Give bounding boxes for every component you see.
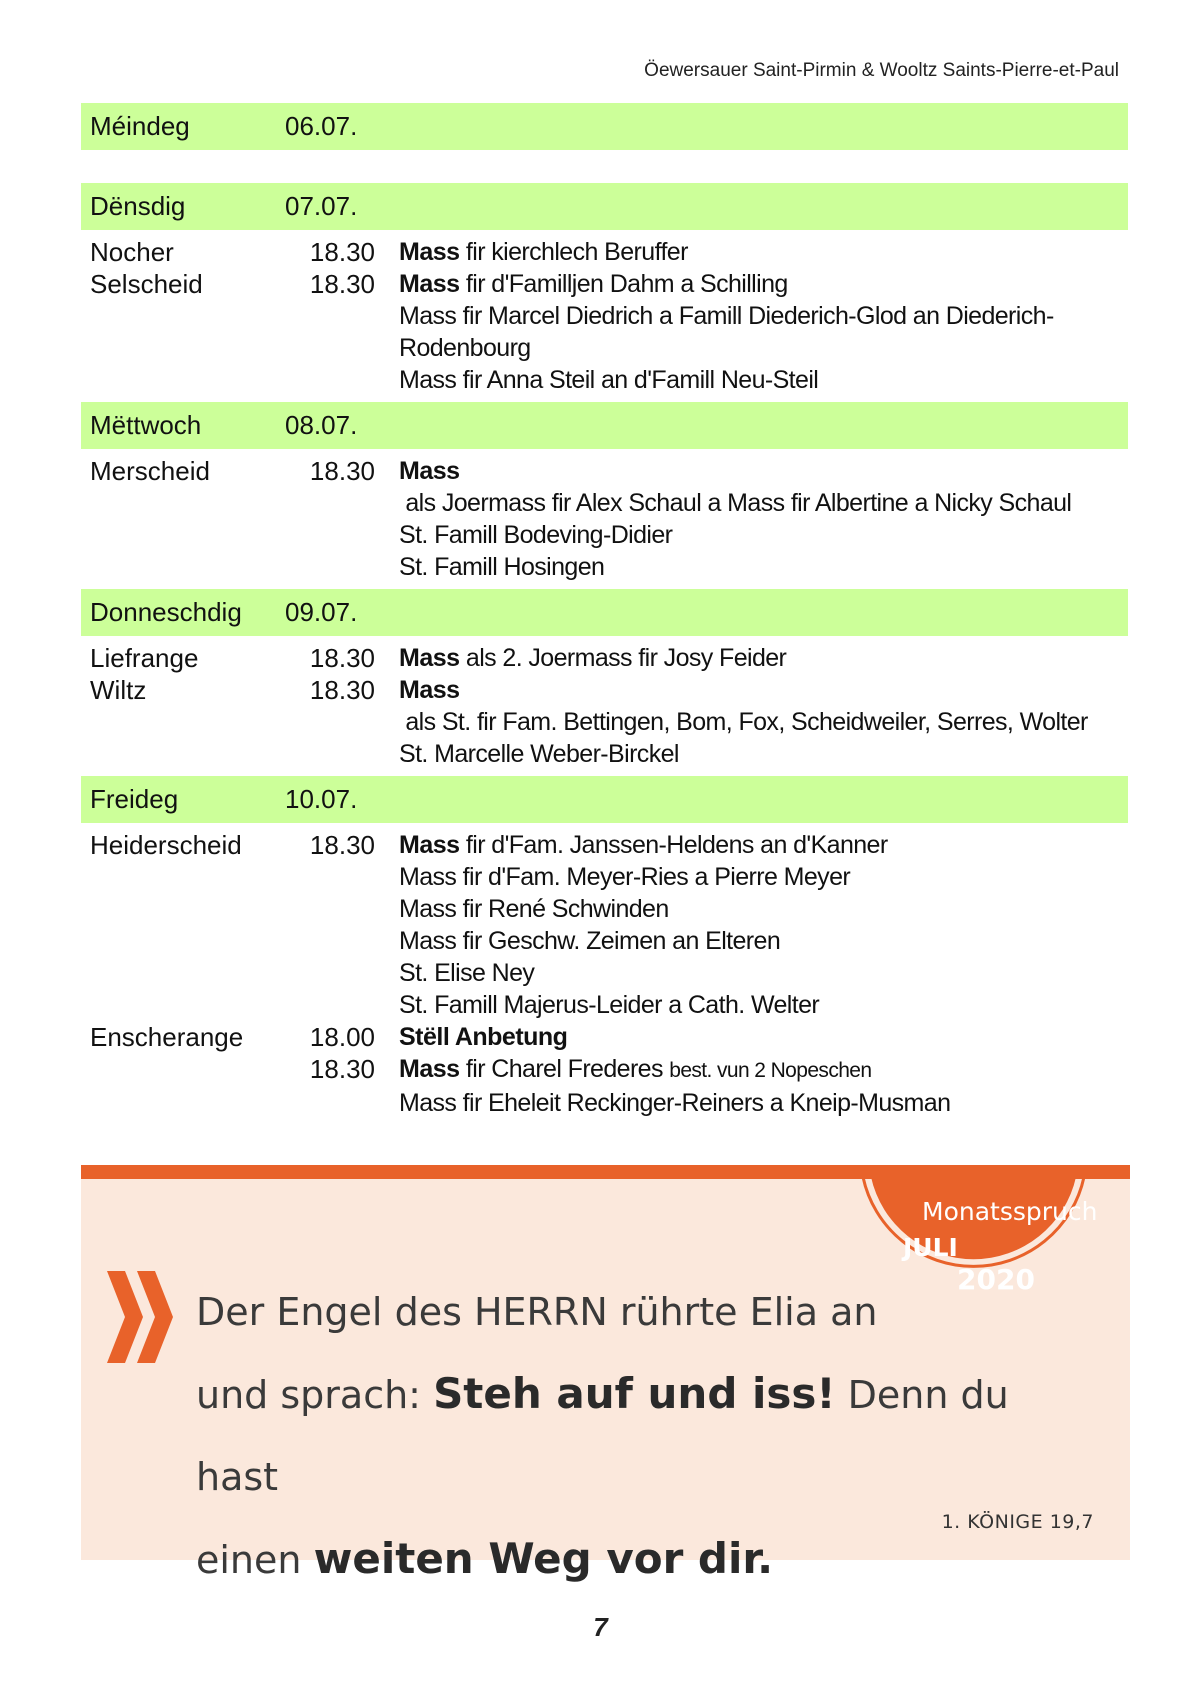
mass-time	[285, 364, 375, 396]
mass-type: Mass	[399, 270, 460, 298]
day-entries	[81, 449, 1128, 589]
mass-intention: als St. fir Fam. Bettingen, Bom, Fox, Scheidweiler, Serres, Wolter	[399, 708, 1088, 736]
day-header	[81, 402, 1128, 449]
schedule-line	[81, 957, 1128, 989]
mass-intention: fir Charel Frederes	[459, 1055, 670, 1083]
place-name	[81, 519, 285, 551]
verse-line-3b: weiten Weg vor dir.	[313, 1534, 774, 1583]
place-name	[81, 332, 285, 364]
mass-description	[375, 364, 1128, 396]
mass-intention: Mass fir Anna Steil an d'Famill Neu-Steil	[399, 366, 819, 394]
schedule-line	[81, 332, 1128, 364]
badge-month: JULI	[903, 1233, 958, 1262]
schedule-line	[81, 642, 1128, 674]
mass-intention: als Joermass fir Alex Schaul a Mass fir Albertine a Nicky Schaul	[399, 489, 1072, 517]
mass-description	[375, 893, 1128, 925]
mass-description	[375, 957, 1128, 989]
mass-intention: als 2. Joermass fir Josy Feider	[459, 644, 787, 672]
mass-time	[285, 519, 375, 551]
monthly-verse-banner	[81, 1165, 1130, 1583]
schedule-line	[81, 1087, 1128, 1119]
mass-time: 18.30	[309, 830, 375, 860]
badge-title: Monatsspruch	[922, 1197, 1098, 1226]
place-name	[81, 300, 285, 332]
place-name	[81, 1053, 285, 1087]
mass-time	[285, 861, 375, 893]
place-name	[81, 1087, 285, 1119]
day-header	[81, 103, 1128, 150]
mass-description	[375, 236, 1128, 268]
mass-time	[285, 925, 375, 957]
place-name	[81, 364, 285, 396]
place-name	[81, 925, 285, 957]
mass-time: 18.30	[309, 1054, 375, 1084]
schedule-line	[81, 893, 1128, 925]
schedule-line	[81, 236, 1128, 268]
mass-time	[285, 1087, 375, 1119]
place-name: Wiltz	[90, 675, 147, 705]
mass-intention: St. Elise Ney	[399, 959, 535, 987]
day-name: Méindeg	[90, 111, 190, 141]
place-name: Nocher	[90, 237, 174, 267]
schedule-line	[81, 455, 1128, 519]
place-name	[81, 989, 285, 1021]
verse-line-2b: Steh auf und iss!	[433, 1369, 836, 1418]
mass-description	[375, 551, 1128, 583]
schedule-line	[81, 829, 1128, 861]
schedule-line	[81, 925, 1128, 957]
verse-line-1: Der Engel des HERRN rührte Elia an	[196, 1290, 878, 1334]
day-date: 08.07.	[285, 410, 358, 440]
mass-description	[375, 519, 1128, 551]
mass-description	[375, 1053, 1128, 1087]
schedule-line	[81, 1053, 1128, 1087]
mass-time	[285, 989, 375, 1021]
mass-type: Mass	[399, 238, 460, 266]
mass-intention: fir d'Familljen Dahm a Schilling	[459, 270, 788, 298]
mass-time: 18.30	[309, 237, 375, 267]
mass-intention: St. Marcelle Weber-Birckel	[399, 740, 679, 768]
day-header	[81, 183, 1128, 230]
place-name	[81, 861, 285, 893]
mass-intention: Mass fir Marcel Diedrich a Famill Diederich-Glod an Diederich-	[399, 302, 1054, 330]
schedule-line	[81, 300, 1128, 332]
badge-year: 2020	[957, 1263, 1035, 1296]
mass-intention: Mass fir René Schwinden	[399, 895, 669, 923]
mass-description	[375, 829, 1128, 861]
mass-intention: St. Famill Majerus-Leider a Cath. Welter	[399, 991, 820, 1019]
day-date: 07.07.	[285, 191, 358, 221]
verse-line-2a: und sprach:	[196, 1373, 434, 1417]
mass-description	[375, 989, 1128, 1021]
day-name: Freideg	[90, 784, 179, 814]
place-name	[81, 957, 285, 989]
mass-description	[375, 332, 1128, 364]
schedule-line	[81, 861, 1128, 893]
mass-description	[375, 925, 1128, 957]
place-name	[81, 738, 285, 770]
mass-description	[375, 455, 1128, 519]
mass-description	[375, 268, 1128, 300]
schedule-line	[81, 268, 1128, 300]
mass-time: 18.30	[309, 269, 375, 299]
verse-reference: 1. KÖNIGE 19,7	[941, 1511, 1094, 1533]
mass-intention: fir kierchlech Beruffer	[459, 238, 688, 266]
day-name: Dënsdig	[90, 191, 186, 221]
place-name: Heiderscheid	[90, 830, 242, 860]
mass-type: Mass	[399, 644, 460, 672]
day-date: 06.07.	[285, 111, 358, 141]
mass-time	[285, 738, 375, 770]
schedule-line	[81, 519, 1128, 551]
mass-description	[375, 1021, 1128, 1053]
schedule-line	[81, 364, 1128, 396]
schedule-line	[81, 989, 1128, 1021]
spacer	[81, 150, 1128, 183]
place-name	[81, 893, 285, 925]
mass-time	[285, 332, 375, 364]
verse-line-2c: Denn du hast	[196, 1373, 1009, 1499]
mass-intention: St. Famill Hosingen	[399, 553, 605, 581]
mass-time	[285, 300, 375, 332]
day-name: Mëttwoch	[90, 410, 202, 440]
mass-intention: Mass fir Eheleit Reckinger-Reiners a Kneip-Musman	[399, 1089, 951, 1117]
mass-intention: Mass fir Geschw. Zeimen an Elteren	[399, 927, 781, 955]
place-name: Liefrange	[90, 643, 199, 673]
mass-intention: fir d'Fam. Janssen-Heldens an d'Kanner	[459, 831, 888, 859]
verse-line-2	[196, 1353, 1076, 1518]
day-header	[81, 776, 1128, 823]
mass-type: Mass	[399, 1055, 460, 1083]
verse-line-3a: einen	[196, 1538, 314, 1582]
mass-time: 18.30	[309, 675, 375, 705]
place-name: Selscheid	[90, 269, 203, 299]
mass-time: 18.00	[309, 1022, 375, 1052]
place-name: Merscheid	[90, 456, 210, 486]
mass-time	[285, 957, 375, 989]
mass-description	[375, 300, 1128, 332]
day-entries	[81, 636, 1128, 776]
day-name: Donneschdig	[90, 597, 242, 627]
schedule-line	[81, 551, 1128, 583]
mass-schedule	[81, 103, 1128, 1125]
mass-time	[285, 893, 375, 925]
mass-description	[375, 1087, 1128, 1119]
day-date: 10.07.	[285, 784, 358, 814]
schedule-line	[81, 1021, 1128, 1053]
place-name	[81, 551, 285, 583]
mass-intention: St. Famill Bodeving-Didier	[399, 521, 673, 549]
mass-description	[375, 642, 1128, 674]
mass-time: 18.30	[309, 643, 375, 673]
mass-time	[285, 551, 375, 583]
page-header: Öewersauer Saint-Pirmin & Wooltz Saints-Pierre-et-Paul	[644, 60, 1119, 81]
mass-intention: Mass fir d'Fam. Meyer-Ries a Pierre Meyer	[399, 863, 851, 891]
mass-description	[375, 861, 1128, 893]
schedule-line	[81, 674, 1128, 738]
mass-type: Mass	[399, 676, 460, 704]
day-entries	[81, 823, 1128, 1125]
mass-time: 18.30	[309, 456, 375, 486]
double-chevron-icon	[107, 1271, 177, 1363]
day-date: 09.07.	[285, 597, 358, 627]
mass-type: Mass	[399, 457, 460, 485]
place-name: Enscherange	[90, 1022, 244, 1052]
day-header	[81, 589, 1128, 636]
mass-intention: Rodenbourg	[399, 334, 531, 362]
mass-description	[375, 738, 1128, 770]
page-number: 7	[593, 1612, 608, 1642]
mass-type: Stëll Anbetung	[399, 1023, 568, 1051]
mass-note: best. vun 2 Nopeschen	[669, 1059, 872, 1082]
monatsspruch-badge	[861, 1177, 1098, 1327]
mass-description	[375, 674, 1128, 738]
day-entries	[81, 230, 1128, 402]
schedule-line	[81, 738, 1128, 770]
mass-type: Mass	[399, 831, 460, 859]
